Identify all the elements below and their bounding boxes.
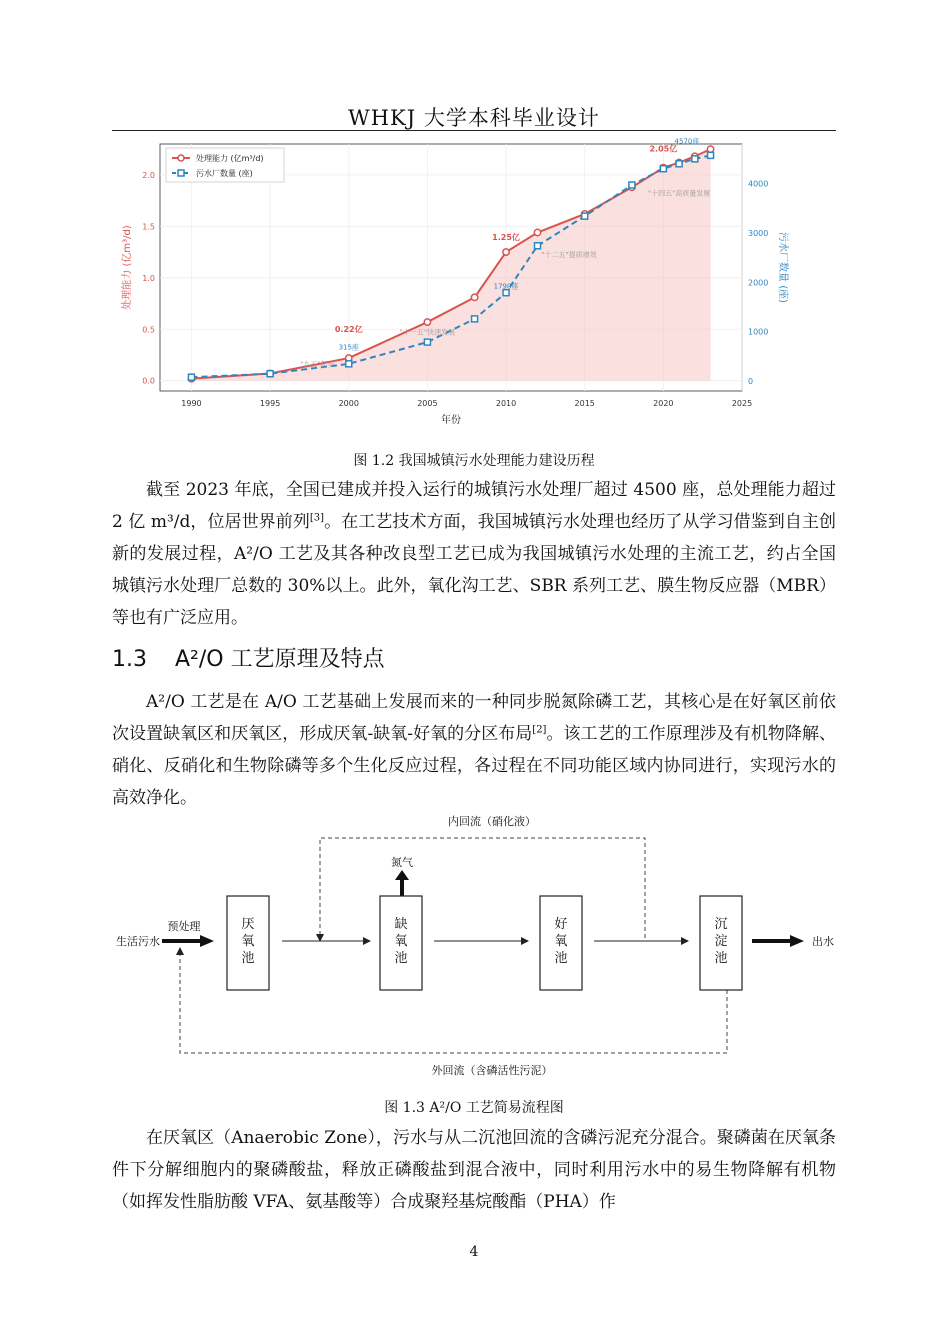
reference-2: [2] — [532, 724, 547, 736]
y-right-axis-label: 污水厂数量 (座) — [777, 232, 788, 303]
chart-annotation: 2.05亿 — [649, 144, 678, 154]
pretreat-label: 预处理 — [167, 920, 201, 933]
page-header: WHKJ 大学本科毕业设计 — [348, 106, 600, 130]
plants-point — [629, 182, 635, 188]
chart-annotation: 315座 — [338, 343, 359, 352]
figure1-caption: 图 1.2 我国城镇污水处理能力建设历程 — [353, 453, 595, 469]
legend-plants-label: 污水厂数量 (座) — [196, 169, 253, 178]
legend-capacity-marker — [178, 155, 184, 161]
x-axis-label: 年份 — [441, 415, 461, 426]
plants-point — [535, 243, 541, 249]
x-tick-label: 2015 — [574, 399, 595, 408]
x-tick-label: 1990 — [181, 399, 202, 408]
plants-point — [582, 213, 588, 219]
section-heading — [112, 642, 385, 673]
plants-point — [472, 316, 478, 322]
x-tick-label: 2000 — [338, 399, 359, 408]
input-label: 生活污水 — [116, 935, 160, 948]
inner-return-line — [320, 838, 645, 941]
tank-label-char: 厌 — [241, 917, 255, 932]
plants-point — [660, 166, 666, 172]
y-right-tick-label: 1000 — [748, 327, 769, 337]
y-right-tick-label: 2000 — [748, 278, 769, 288]
legend-plants-marker — [178, 170, 184, 176]
capacity-chart — [112, 136, 792, 436]
capacity-point — [534, 229, 540, 235]
paragraph-3 — [112, 1122, 836, 1218]
chart-annotation: "十二五"提质增效 — [541, 251, 597, 260]
plants-point — [676, 161, 682, 167]
section-number: 1.3 — [112, 647, 147, 672]
paragraph-2-text: A²/O 工艺是在 A/O 工艺基础上发展而来的一种同步脱氮除磷工艺，其核心是在好氧区前依次设置缺氧区和厌氧区，形成厌氧-缺氧-好氧的分区布局 — [112, 692, 836, 744]
page-number: 4 — [469, 1244, 479, 1260]
y-left-tick-label: 2.0 — [142, 170, 155, 180]
plants-point — [267, 371, 273, 377]
plants-point — [188, 374, 194, 380]
tank-label-char: 池 — [241, 951, 255, 966]
tank-label-char: 氧 — [394, 934, 408, 949]
section-title: A²/O 工艺原理及特点 — [175, 647, 385, 672]
outer-return-label: 外回流（含磷活性污泥） — [431, 1064, 553, 1077]
paragraph-1-text: 截至 2023 年底，全国已建成并投入运行的城镇污水处理厂超过 4500 座，总处理能力超过 2 亿 m³/d，位居世界前列 — [112, 480, 836, 532]
x-tick-label: 2010 — [495, 399, 517, 408]
paragraph-1 — [112, 474, 836, 634]
y-left-tick-label: 0.0 — [142, 376, 155, 386]
y-left-axis-label: 处理能力 (亿m³/d) — [122, 225, 133, 310]
tank-label-char: 缺 — [394, 917, 408, 932]
nitrogen-arrowhead — [395, 870, 409, 880]
capacity-point — [707, 146, 713, 152]
x-tick-label: 2005 — [417, 399, 438, 408]
tank-label-char: 氧 — [554, 934, 568, 949]
x-tick-label: 2020 — [653, 399, 674, 408]
y-right-tick-label: 0 — [748, 377, 754, 387]
chart-annotation: 4570座 — [674, 137, 700, 146]
paragraph-1-text-after: 。在工艺技术方面，我国城镇污水处理也经历了从学习借鉴到自主创新的发展过程，A²/O 工艺及其各种改良型工艺已成为我国城镇污水处理的主流工艺，约占全国城镇污水处理厂总数的 30%以上。此外，氧化沟工艺、SBR 系列工艺、膜生物反应器（MBR）等也有广泛应用。 — [112, 512, 837, 628]
chart-annotation: 1.25亿 — [492, 233, 520, 243]
paragraph-2-text-after: 。该工艺的工作原理涉及有机物降解、硝化、反硝化和生物除磷等多个生化反应过程，各过程在不同功能区域内协同进行，实现污水的高效净化。 — [112, 724, 836, 808]
output-arrowhead — [790, 935, 804, 947]
plants-point — [692, 156, 698, 162]
output-label: 出水 — [812, 935, 834, 948]
paragraph-3-text: 在厌氧区（Anaerobic Zone），污水与从二沉池回流的含磷污泥充分混合。聚磷菌在厌氧条件下分解细胞内的聚磷酸盐，释放正磷酸盐到混合液中，同时利用污水中的易生物降解有机物（如挥发性脂肪酸 VFA、氨基酸等）合成聚羟基烷酸酯（PHA）作 — [112, 1128, 836, 1212]
capacity-point — [503, 249, 509, 255]
plants-point — [708, 152, 714, 158]
chart-annotation: 0.22亿 — [334, 325, 363, 335]
paragraph-2 — [112, 686, 836, 814]
tank-label-char: 氧 — [241, 934, 255, 949]
input-arrowhead — [200, 935, 214, 947]
chart-annotation: "九五"起步 — [300, 360, 335, 369]
tank-label-char: 淀 — [714, 934, 728, 949]
y-right-tick-label: 4000 — [748, 179, 769, 189]
capacity-point — [424, 319, 430, 325]
tank-label-char: 池 — [714, 951, 728, 966]
capacity-point — [471, 294, 477, 300]
reference-3: [3] — [309, 512, 325, 524]
tank-label-char: 池 — [394, 951, 408, 966]
inner-return-label: 内回流（硝化液） — [448, 815, 536, 828]
y-left-tick-label: 1.5 — [142, 222, 155, 232]
tank-label-char: 池 — [554, 951, 568, 966]
y-left-tick-label: 1.0 — [142, 273, 155, 283]
plants-point — [346, 361, 352, 367]
a2o-flow-diagram — [112, 808, 836, 1088]
chart-annotation: "十一五"快速发展 — [399, 328, 456, 337]
legend-capacity-label: 处理能力 (亿m³/d) — [196, 154, 264, 163]
y-right-tick-label: 3000 — [748, 228, 769, 238]
plants-point — [424, 339, 430, 345]
tank-label-char: 沉 — [714, 917, 728, 932]
tank-label-char: 好 — [554, 917, 568, 932]
header-rule — [112, 130, 836, 131]
chart-annotation: "十四五"高质量发展 — [647, 189, 711, 198]
figure2-caption: 图 1.3 A²/O 工艺简易流程图 — [384, 1100, 564, 1116]
x-tick-label: 2025 — [731, 399, 753, 408]
chart-annotation: 1790座 — [493, 282, 519, 291]
x-tick-label: 1995 — [259, 399, 281, 408]
nitrogen-label: 氮气 — [391, 856, 413, 869]
y-left-tick-label: 0.5 — [142, 325, 155, 335]
